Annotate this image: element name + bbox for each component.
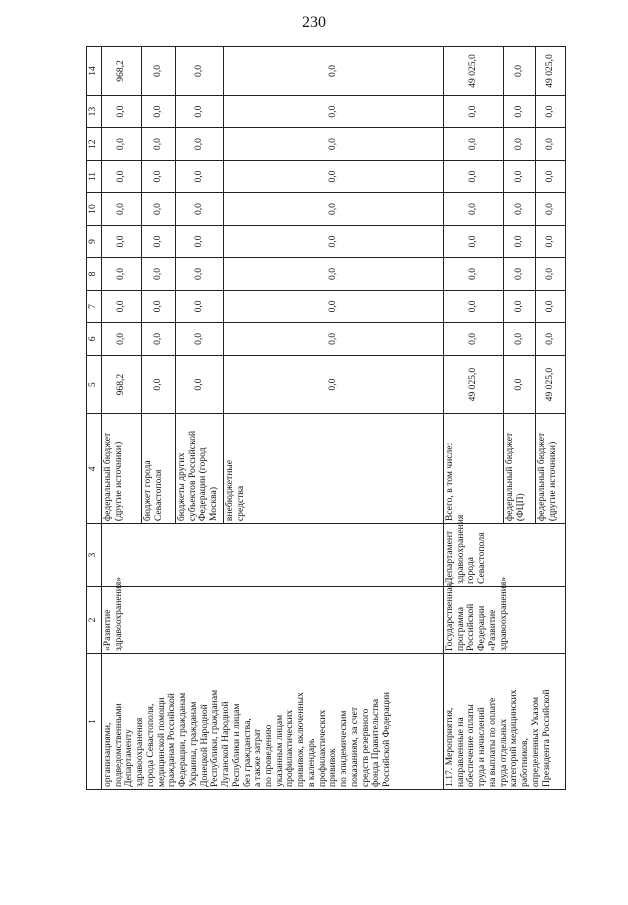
- value-cell: 0,0: [504, 47, 536, 96]
- value-cell: 0,0: [536, 225, 566, 257]
- funding-source: федеральный бюджет (другие источники): [102, 414, 142, 524]
- value-cell: 0,0: [504, 95, 536, 127]
- value-cell: 0,0: [176, 258, 224, 290]
- header-cell: 14: [87, 47, 102, 96]
- header-cell: 5: [87, 355, 102, 414]
- value-cell: 0,0: [142, 258, 176, 290]
- funding-source: федеральный бюджет (другие источники): [536, 414, 566, 524]
- table-row: [444, 47, 504, 790]
- funding-source: бюджет города Севастополя: [142, 414, 176, 524]
- value-cell: 0,0: [444, 128, 504, 160]
- value-cell: 0,0: [444, 225, 504, 257]
- value-cell: 968,2: [102, 47, 142, 96]
- value-cell: 0,0: [444, 290, 504, 322]
- value-cell: 0,0: [142, 128, 176, 160]
- value-cell: 49 025,0: [536, 355, 566, 414]
- value-cell: 0,0: [142, 95, 176, 127]
- value-cell: 0,0: [504, 193, 536, 225]
- funding-source: Всего, в том числе:: [444, 414, 504, 524]
- value-cell: 0,0: [142, 193, 176, 225]
- rotated-table-wrapper: [86, 46, 562, 790]
- value-cell: 0,0: [536, 193, 566, 225]
- header-cell: 12: [87, 128, 102, 160]
- value-cell: 0,0: [224, 355, 444, 414]
- value-cell: 0,0: [504, 225, 536, 257]
- value-cell: 0,0: [536, 290, 566, 322]
- value-cell: 0,0: [176, 47, 224, 96]
- value-cell: 0,0: [224, 47, 444, 96]
- value-cell: 0,0: [176, 95, 224, 127]
- header-cell: 6: [87, 323, 102, 355]
- value-cell: 0,0: [102, 225, 142, 257]
- value-cell: 0,0: [444, 258, 504, 290]
- funding-source: внебюджетные средства: [224, 414, 444, 524]
- value-cell: 0,0: [176, 128, 224, 160]
- header-cell: 11: [87, 160, 102, 192]
- value-cell: 0,0: [504, 290, 536, 322]
- value-cell: 0,0: [176, 193, 224, 225]
- value-cell: 0,0: [102, 128, 142, 160]
- value-cell: 0,0: [176, 160, 224, 192]
- header-cell: 10: [87, 193, 102, 225]
- value-cell: 0,0: [142, 355, 176, 414]
- value-cell: 0,0: [504, 323, 536, 355]
- measure-description: 1.17. Мероприятия, направленные на обеспечение оплаты труда и начислений на выплаты по оплате труда отдельных категорий медицинских работников, определенных Указом Президента Российской: [444, 654, 566, 790]
- funding-source: бюджеты других субъектов Российской Федерации (город Москва): [176, 414, 224, 524]
- header-cell: 3: [87, 524, 102, 587]
- value-cell: 0,0: [102, 258, 142, 290]
- header-cell: 1: [87, 654, 102, 790]
- value-cell: 0,0: [102, 323, 142, 355]
- header-cell: 8: [87, 258, 102, 290]
- header-row: [87, 47, 102, 790]
- value-cell: 0,0: [224, 290, 444, 322]
- measure-description: организациями, подведомственными Департаменту здравоохранения города Севастополя, медицинской помощи гражданам Российской Федерации, гражданам Украины, гражданам Донецкой Народной Республики, гражданам Луганской Народной Республики и лицам без гражданства, а также затрат по проведению указанным лицам профилактических прививок, включенных в календарь профилактических прививок по эпидемическим показаниям, за счет средств резервного фонда Правительства Российской Федерации: [102, 654, 444, 790]
- value-cell: 0,0: [224, 193, 444, 225]
- funding-source: федеральный бюджет (ФЦП): [504, 414, 536, 524]
- program-name: Государственная программа Российской Федерации «Развитие здравоохранения»: [444, 587, 566, 654]
- value-cell: 0,0: [444, 95, 504, 127]
- program-name: «Развитие здравоохранения»: [102, 587, 444, 654]
- value-cell: 0,0: [224, 95, 444, 127]
- table-row: [102, 47, 142, 790]
- value-cell: 0,0: [102, 160, 142, 192]
- value-cell: 0,0: [536, 95, 566, 127]
- value-cell: 0,0: [176, 225, 224, 257]
- page-number: 230: [302, 14, 326, 31]
- header-cell: 4: [87, 414, 102, 524]
- value-cell: 0,0: [176, 290, 224, 322]
- value-cell: 968,2: [102, 355, 142, 414]
- value-cell: 0,0: [102, 95, 142, 127]
- value-cell: 0,0: [142, 160, 176, 192]
- value-cell: 0,0: [142, 47, 176, 96]
- value-cell: 0,0: [224, 323, 444, 355]
- value-cell: 49 025,0: [444, 355, 504, 414]
- value-cell: 0,0: [536, 128, 566, 160]
- header-cell: 13: [87, 95, 102, 127]
- value-cell: 0,0: [504, 160, 536, 192]
- value-cell: 0,0: [504, 128, 536, 160]
- value-cell: 0,0: [142, 323, 176, 355]
- value-cell: 0,0: [142, 225, 176, 257]
- value-cell: 0,0: [536, 323, 566, 355]
- value-cell: 0,0: [176, 323, 224, 355]
- value-cell: 0,0: [224, 225, 444, 257]
- value-cell: 0,0: [444, 323, 504, 355]
- value-cell: 0,0: [444, 160, 504, 192]
- value-cell: 0,0: [504, 258, 536, 290]
- header-cell: 9: [87, 225, 102, 257]
- value-cell: 49 025,0: [444, 47, 504, 96]
- value-cell: 0,0: [102, 290, 142, 322]
- value-cell: 0,0: [536, 258, 566, 290]
- value-cell: 0,0: [142, 290, 176, 322]
- value-cell: 0,0: [504, 355, 536, 414]
- header-cell: 7: [87, 290, 102, 322]
- value-cell: 0,0: [224, 160, 444, 192]
- value-cell: 0,0: [224, 128, 444, 160]
- value-cell: 0,0: [176, 355, 224, 414]
- header-cell: 2: [87, 587, 102, 654]
- value-cell: 0,0: [102, 193, 142, 225]
- value-cell: 0,0: [536, 160, 566, 192]
- value-cell: 0,0: [444, 193, 504, 225]
- budget-table: [86, 46, 566, 790]
- executor: Департамент здравоохранения города Севастополя: [444, 524, 566, 587]
- executor: [102, 524, 444, 587]
- value-cell: 0,0: [224, 258, 444, 290]
- value-cell: 49 025,0: [536, 47, 566, 96]
